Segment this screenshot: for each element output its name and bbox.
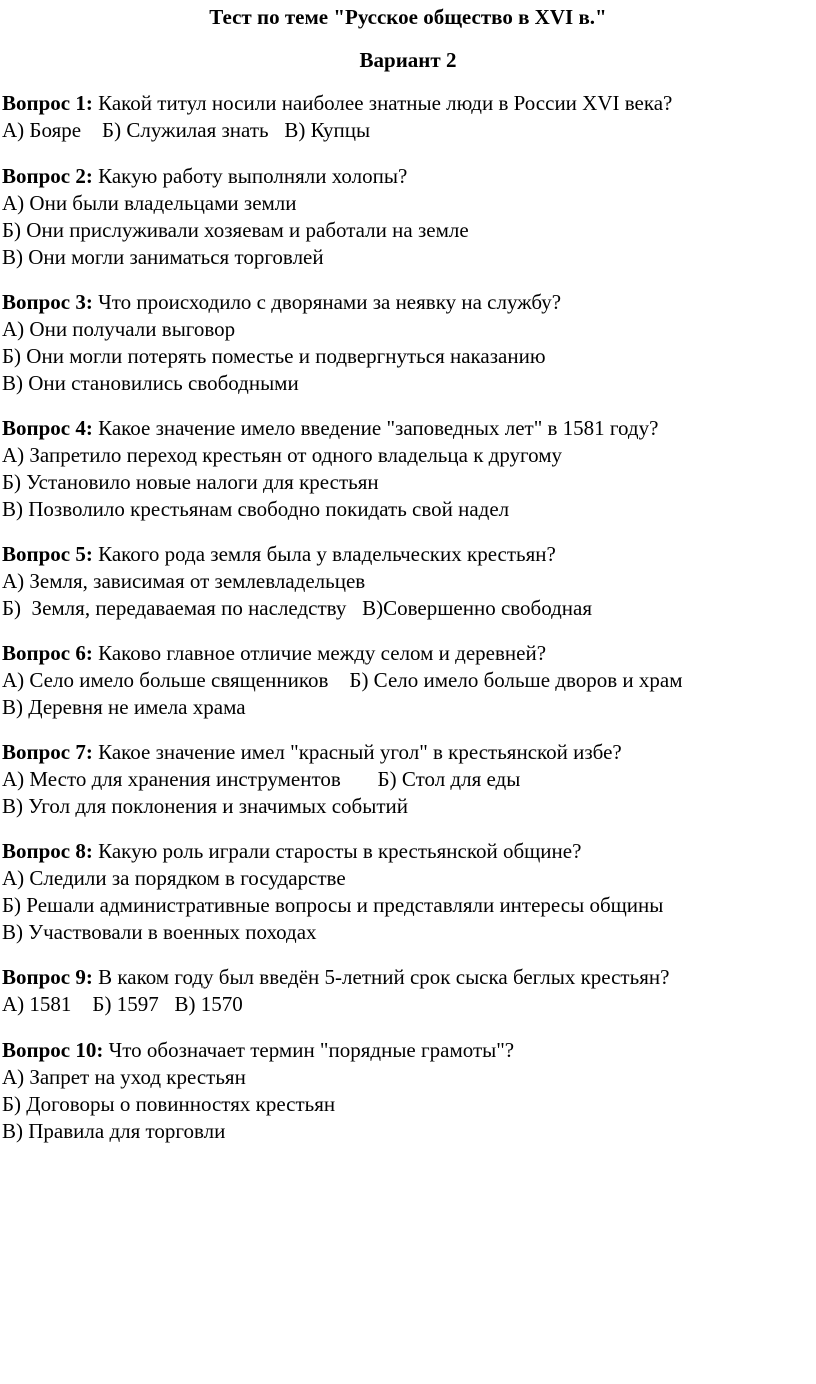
question-label: Вопрос 10: [2, 1038, 104, 1062]
answer-line: А) Следили за порядком в государстве [2, 866, 346, 890]
question-3 [2, 289, 561, 316]
question-text: Какое значение имело введение "заповедных лет" в 1581 году? [98, 416, 659, 440]
question-text: Какого рода земля была у владельческих крестьян? [98, 542, 556, 566]
question-text: Какую работу выполняли холопы? [98, 164, 408, 188]
question-7 [2, 739, 622, 766]
question-label: Вопрос 5: [2, 542, 93, 566]
answer-line: А) Село имело больше священников Б) Село имело больше дворов и храм [2, 668, 683, 692]
question-5 [2, 541, 556, 568]
answer-line: А) Бояре Б) Служилая знать В) Купцы [2, 118, 371, 142]
question-text: В каком году был введён 5-летний срок сыска беглых крестьян? [98, 965, 670, 989]
answer-line: В) Угол для поклонения и значимых событий [2, 794, 408, 818]
question-6 [2, 640, 546, 667]
answer-line: Б) Они прислуживали хозяевам и работали на земле [2, 218, 469, 242]
answer-line: А) Запретило переход крестьян от одного владельца к другому [2, 443, 563, 467]
answer-line: Б) Они могли потерять поместье и подвергнуться наказанию [2, 344, 546, 368]
answer-line: А) Они получали выговор [2, 317, 236, 341]
question-label: Вопрос 6: [2, 641, 93, 665]
answer-line: В) Они становились свободными [2, 371, 299, 395]
question-10 [2, 1037, 514, 1064]
answer-line: Б) Установило новые налоги для крестьян [2, 470, 379, 494]
answer-line: В) Позволило крестьянам свободно покидать свой надел [2, 497, 510, 521]
question-text: Какой титул носили наиболее знатные люди в России XVI века? [98, 91, 673, 115]
answer-line: Б) Решали административные вопросы и представляли интересы общины [2, 893, 664, 917]
answer-line: В) Деревня не имела храма [2, 695, 246, 719]
question-text: Что происходило с дворянами за неявку на службу? [98, 290, 562, 314]
question-8 [2, 838, 581, 865]
question-label: Вопрос 3: [2, 290, 93, 314]
answer-line: Б) Земля, передаваемая по наследству В)Совершенно свободная [2, 596, 593, 620]
question-4 [2, 415, 658, 442]
answer-line: А) Земля, зависимая от землевладельцев [2, 569, 366, 593]
variant-heading: Вариант 2 [359, 48, 457, 72]
question-label: Вопрос 4: [2, 416, 93, 440]
answer-line: А) Они были владельцами земли [2, 191, 297, 215]
question-2 [2, 163, 407, 190]
question-1 [2, 90, 672, 117]
answer-line: А) Запрет на уход крестьян [2, 1065, 246, 1089]
document-title: Тест по теме "Русское общество в XVI в." [209, 5, 607, 29]
question-label: Вопрос 9: [2, 965, 93, 989]
question-text: Какое значение имел "красный угол" в крестьянской избе? [98, 740, 622, 764]
answer-line: В) Они могли заниматься торговлей [2, 245, 324, 269]
answer-line: В) Участвовали в военных походах [2, 920, 317, 944]
question-label: Вопрос 7: [2, 740, 93, 764]
answer-line: Б) Договоры о повинностях крестьян [2, 1092, 336, 1116]
question-text: Какую роль играли старосты в крестьянской общине? [98, 839, 582, 863]
question-9 [2, 964, 669, 991]
question-label: Вопрос 8: [2, 839, 93, 863]
answer-line: В) Правила для торговли [2, 1119, 226, 1143]
question-text: Что обозначает термин "порядные грамоты"? [108, 1038, 515, 1062]
question-label: Вопрос 2: [2, 164, 93, 188]
question-label: Вопрос 1: [2, 91, 93, 115]
answer-line: А) Место для хранения инструментов Б) Стол для еды [2, 767, 521, 791]
question-text: Каково главное отличие между селом и деревней? [98, 641, 547, 665]
answer-line: А) 1581 Б) 1597 В) 1570 [2, 992, 243, 1016]
